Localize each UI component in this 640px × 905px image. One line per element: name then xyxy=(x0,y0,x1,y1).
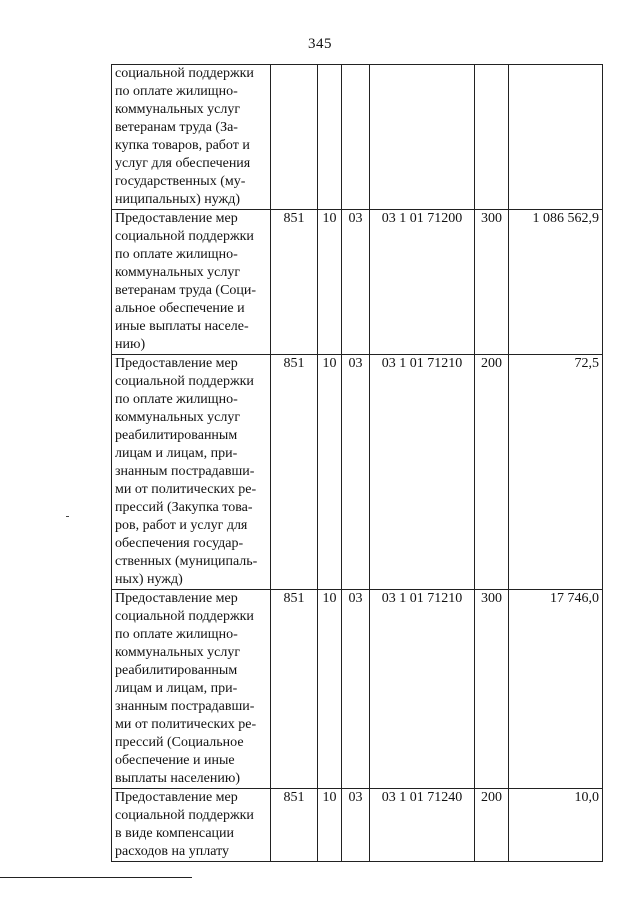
row-name-cell xyxy=(112,789,271,862)
subsection-code-cell: 03 xyxy=(342,590,370,789)
section-code-cell xyxy=(318,65,342,210)
ministry-code-cell xyxy=(271,65,318,210)
amount-cell: 17 746,0 xyxy=(509,590,603,789)
section-code-cell: 10 xyxy=(318,210,342,355)
target-code-cell xyxy=(370,65,475,210)
section-code-cell: 10 xyxy=(318,590,342,789)
row-name-text: Предоставление мер социальной поддержки по оплате жилищно- коммунальных услуг ветеранам труда (Соци- альное обеспечение и иные выплаты населе- нию) xyxy=(115,211,257,352)
row-name-cell xyxy=(112,590,271,789)
table-row xyxy=(112,210,603,355)
row-name-cell xyxy=(112,210,271,355)
expense-type-cell: 200 xyxy=(475,355,509,590)
table-row xyxy=(112,65,603,210)
amount-cell: 10,0 xyxy=(509,789,603,862)
row-name-text: Предоставление мер социальной поддержки по оплате жилищно- коммунальных услуг реабилитированным лицам и лицам, при- знанным пострадавши- ми от политических ре- прессий (Закупка това- ров, работ и услуг для обеспечения государ- ственных (муниципаль- ных) нужд) xyxy=(115,356,258,587)
footnote-rule xyxy=(0,877,192,878)
subsection-code-cell: 03 xyxy=(342,355,370,590)
target-code-cell: 03 1 01 71240 xyxy=(370,789,475,862)
target-code-cell: 03 1 01 71200 xyxy=(370,210,475,355)
row-name-cell xyxy=(112,355,271,590)
row-name-cell xyxy=(112,65,271,210)
ministry-code-cell: 851 xyxy=(271,355,318,590)
subsection-code-cell xyxy=(342,65,370,210)
ministry-code-cell: 851 xyxy=(271,789,318,862)
table-row xyxy=(112,789,603,862)
budget-table xyxy=(111,64,603,862)
amount-cell: 72,5 xyxy=(509,355,603,590)
table-row xyxy=(112,355,603,590)
section-code-cell: 10 xyxy=(318,789,342,862)
table-row xyxy=(112,590,603,789)
row-name-text: Предоставление мер социальной поддержки по оплате жилищно- коммунальных услуг реабилитированным лицам и лицам, при- знанным пострадавши- ми от политических ре- прессий (Социальное обеспечение и иные выплаты населению) xyxy=(115,591,257,786)
row-name-text: Предоставление мер социальной поддержки в виде компенсации расходов на уплату xyxy=(115,790,254,859)
expense-type-cell: 300 xyxy=(475,590,509,789)
amount-cell: 1 086 562,9 xyxy=(509,210,603,355)
ministry-code-cell: 851 xyxy=(271,210,318,355)
target-code-cell: 03 1 01 71210 xyxy=(370,590,475,789)
subsection-code-cell: 03 xyxy=(342,210,370,355)
ministry-code-cell: 851 xyxy=(271,590,318,789)
section-code-cell: 10 xyxy=(318,355,342,590)
page-number: 345 xyxy=(308,36,332,52)
expense-type-cell xyxy=(475,65,509,210)
expense-type-cell: 200 xyxy=(475,789,509,862)
expense-type-cell: 300 xyxy=(475,210,509,355)
target-code-cell: 03 1 01 71210 xyxy=(370,355,475,590)
scan-artifact xyxy=(66,516,69,517)
row-name-text: социальной поддержки по оплате жилищно- коммунальных услуг ветеранам труда (За- купка товаров, работ и услуг для обеспечения государственных (му- ниципальных) нужд) xyxy=(115,66,254,207)
amount-cell xyxy=(509,65,603,210)
subsection-code-cell: 03 xyxy=(342,789,370,862)
